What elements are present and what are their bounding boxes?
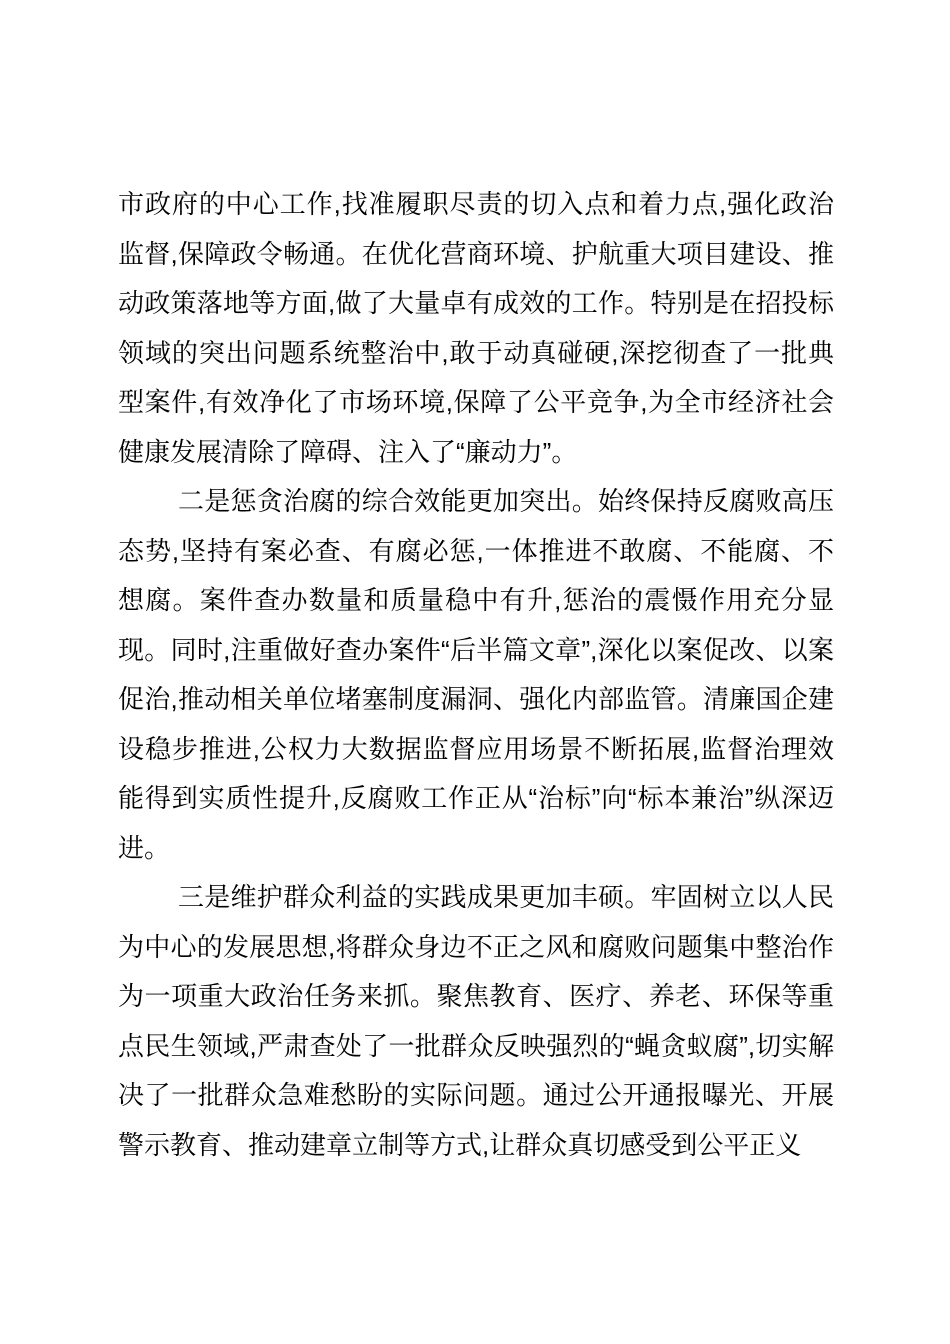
paragraph-1-body-continuation: 市政府的中心工作,找准履职尽责的切入点和着力点,强化政治监督,保障政令畅通。在优化营商环境、护航重大项目建设、推动政策落地等方面,做了大量卓有成效的工作。特别是在招投标领域的突出问题系统整治中,敢于动真碰硬,深挖彻查了一批典型案件,有效净化了市场环境,保障了公平竞争,为全市经济社会健康发展清除了障碍、注入了“廉动力”。 — [118, 189, 834, 467]
document-text-block — [118, 180, 834, 1170]
paragraph-3-protecting-public-interests: 三是维护群众利益的实践成果更加丰硕。牢固树立以人民为中心的发展思想,将群众身边不正之风和腐败问题集中整治作为一项重大政治任务来抓。聚焦教育、医疗、养老、环保等重点民生领域,严肃查处了一批群众反映强烈的“蝇贪蚁腐”,切实解决了一批群众急难愁盼的实际问题。通过公开通报曝光、开展警示教育、推动建章立制等方式,让群众真切感受到公平正义 — [118, 882, 834, 1160]
paragraph-2-anti-corruption-effectiveness: 二是惩贪治腐的综合效能更加突出。始终保持反腐败高压态势,坚持有案必查、有腐必惩,一体推进不敢腐、不能腐、不想腐。案件查办数量和质量稳中有升,惩治的震慑作用充分显现。同时,注重做好查办案件“后半篇文章”,深化以案促改、以案促治,推动相关单位堵塞制度漏洞、强化内部监管。清廉国企建设稳步推进,公权力大数据监督应用场景不断拓展,监督治理效能得到实质性提升,反腐败工作正从“治标”向“标本兼治”纵深迈进。 — [118, 486, 834, 863]
